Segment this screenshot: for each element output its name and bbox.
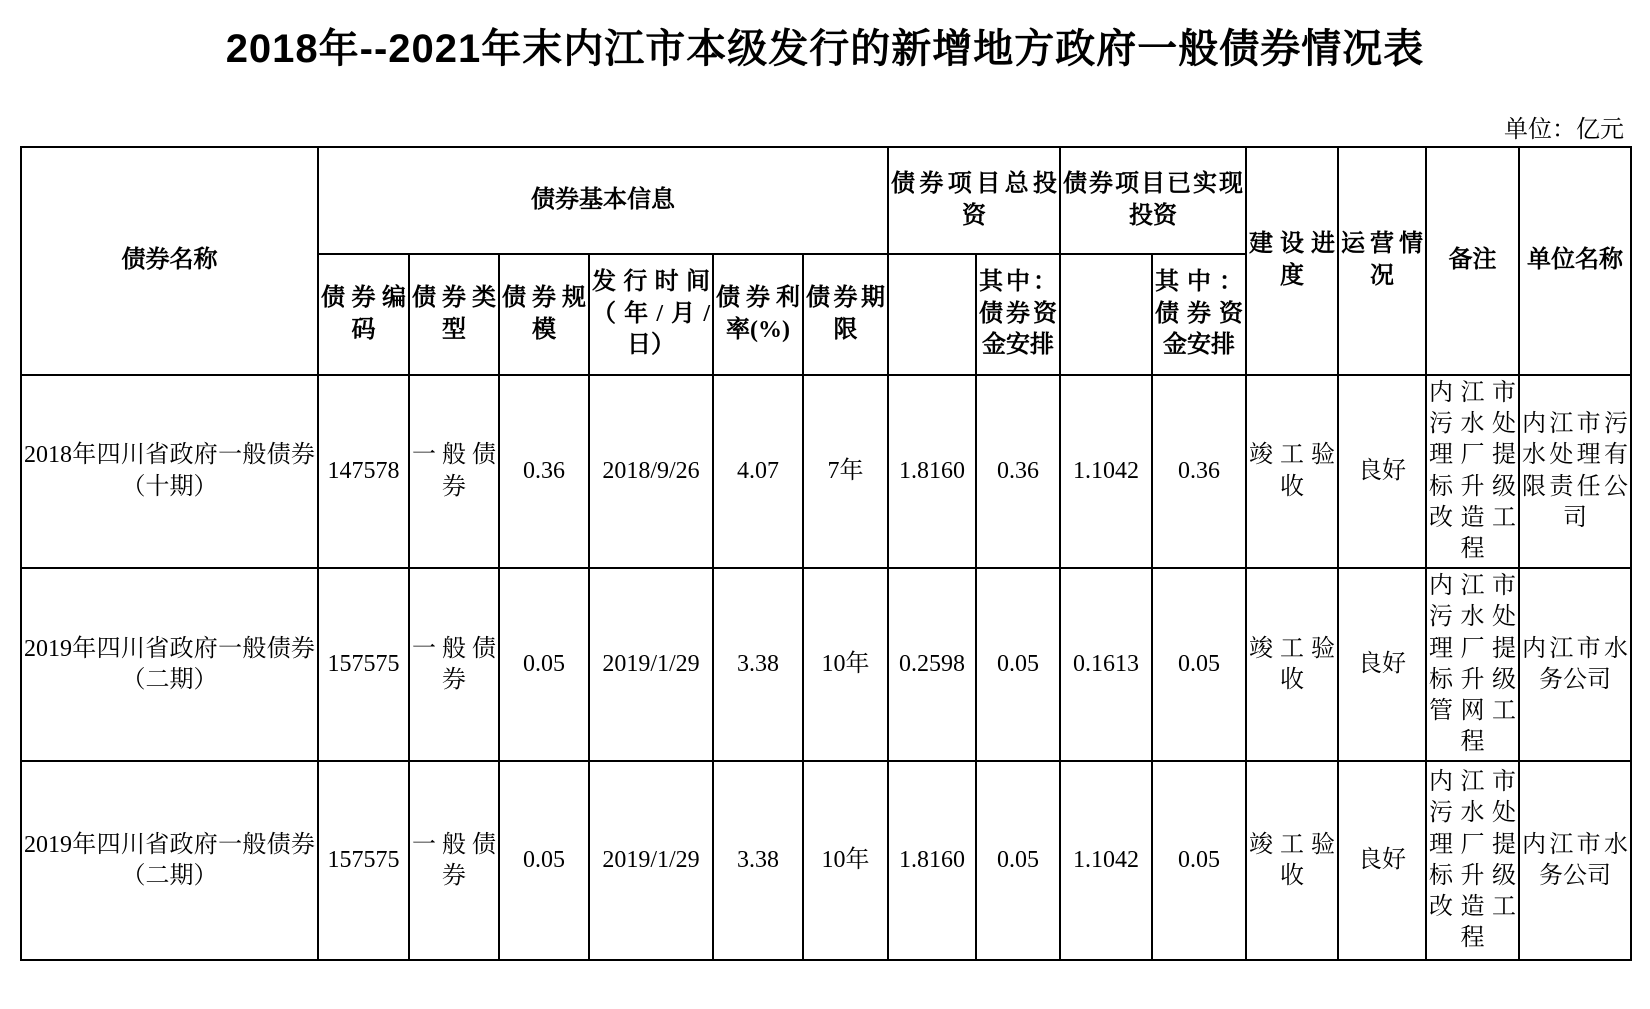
cell-bond-term: 7年	[803, 375, 888, 568]
cell-realized-investment-bond-fund: 0.05	[1152, 761, 1246, 960]
cell-bond-scale: 0.36	[499, 375, 589, 568]
header-bond-term: 债券期限	[803, 254, 888, 375]
table-row	[21, 375, 1631, 568]
header-remarks: 备注	[1426, 147, 1519, 375]
header-total-investment-group: 债券项目总投资	[888, 147, 1060, 254]
cell-total-investment: 0.2598	[888, 568, 976, 761]
cell-realized-investment-bond-fund: 0.05	[1152, 568, 1246, 761]
cell-bond-term: 10年	[803, 568, 888, 761]
header-operation-status: 运营情况	[1338, 147, 1426, 375]
cell-interest-rate: 4.07	[713, 375, 803, 568]
header-bond-scale: 债券规模	[499, 254, 589, 375]
cell-realized-investment-bond-fund: 0.36	[1152, 375, 1246, 568]
cell-bond-code: 147578	[318, 375, 409, 568]
header-realized-investment-group: 债券项目已实现投资	[1060, 147, 1246, 254]
cell-bond-name: 2019年四川省政府一般债券（二期）	[21, 761, 318, 960]
cell-bond-type: 一般债券	[409, 761, 499, 960]
header-unit-name: 单位名称	[1519, 147, 1631, 375]
cell-issue-date: 2019/1/29	[589, 568, 713, 761]
cell-construction-progress: 竣工验收	[1246, 568, 1338, 761]
page-title: 2018年--2021年末内江市本级发行的新增地方政府一般债券情况表	[225, 27, 1425, 71]
cell-total-investment: 1.8160	[888, 761, 976, 960]
header-construction-progress: 建设进度	[1246, 147, 1338, 375]
cell-unit-name: 内江市水务公司	[1519, 568, 1631, 761]
table-row	[21, 568, 1631, 761]
cell-operation-status: 良好	[1338, 761, 1426, 960]
header-realized-investment-sub: 其中：债券资金安排	[1152, 254, 1246, 375]
header-row-groups	[21, 147, 1631, 254]
bonds-table	[20, 146, 1632, 961]
cell-bond-type: 一般债券	[409, 375, 499, 568]
table-row	[21, 761, 1631, 960]
cell-total-investment-bond-fund: 0.36	[976, 375, 1060, 568]
cell-interest-rate: 3.38	[713, 761, 803, 960]
cell-total-investment-bond-fund: 0.05	[976, 568, 1060, 761]
cell-bond-scale: 0.05	[499, 568, 589, 761]
header-realized-investment-main	[1060, 254, 1152, 375]
cell-bond-scale: 0.05	[499, 761, 589, 960]
header-total-investment-sub: 其中：债券资金安排	[976, 254, 1060, 375]
cell-total-investment-bond-fund: 0.05	[976, 761, 1060, 960]
cell-bond-code: 157575	[318, 568, 409, 761]
cell-realized-investment: 1.1042	[1060, 375, 1152, 568]
header-basic-info-group: 债券基本信息	[318, 147, 888, 254]
cell-total-investment: 1.8160	[888, 375, 976, 568]
cell-remarks: 内江市污水处理厂提标升级改造工程	[1426, 375, 1519, 568]
header-interest-rate: 债券利率(%)	[713, 254, 803, 375]
cell-issue-date: 2018/9/26	[589, 375, 713, 568]
cell-remarks: 内江市污水处理厂提标升级管网工程	[1426, 568, 1519, 761]
cell-bond-type: 一般债券	[409, 568, 499, 761]
cell-realized-investment: 1.1042	[1060, 761, 1152, 960]
cell-bond-term: 10年	[803, 761, 888, 960]
header-bond-name: 债券名称	[21, 147, 318, 375]
cell-operation-status: 良好	[1338, 568, 1426, 761]
cell-bond-name: 2019年四川省政府一般债券（二期）	[21, 568, 318, 761]
cell-bond-name: 2018年四川省政府一般债券（十期）	[21, 375, 318, 568]
cell-realized-investment: 0.1613	[1060, 568, 1152, 761]
cell-construction-progress: 竣工验收	[1246, 375, 1338, 568]
header-bond-code: 债券编码	[318, 254, 409, 375]
cell-remarks: 内江市污水处理厂提标升级改造工程	[1426, 761, 1519, 960]
cell-operation-status: 良好	[1338, 375, 1426, 568]
cell-interest-rate: 3.38	[713, 568, 803, 761]
cell-issue-date: 2019/1/29	[589, 761, 713, 960]
cell-unit-name: 内江市水务公司	[1519, 761, 1631, 960]
header-issue-date: 发行时间（年/月/日）	[589, 254, 713, 375]
cell-bond-code: 157575	[318, 761, 409, 960]
header-bond-type: 债券类型	[409, 254, 499, 375]
cell-unit-name: 内江市污水处理有限责任公司	[1519, 375, 1631, 568]
cell-construction-progress: 竣工验收	[1246, 761, 1338, 960]
header-total-investment-main	[888, 254, 976, 375]
unit-label: 单位：亿元	[1504, 117, 1624, 143]
